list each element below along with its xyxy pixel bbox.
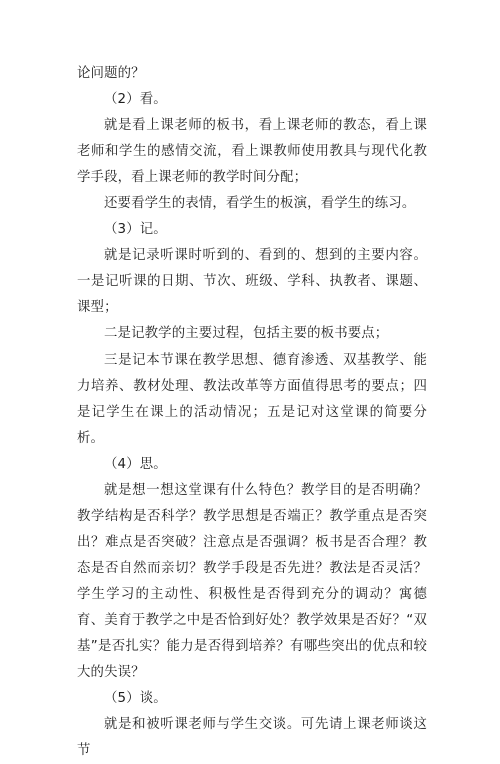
paragraph-record-second: 二是记教学的主要过程，包括主要的板书要点； [104, 326, 389, 342]
paragraph-look-teacher: 就是看上课老师的板书，看上课老师的教态，看上课老师和学生的感情交流，看上课教师使用教具与现代化教学手段，看上课老师的教学时间分配； [77, 118, 427, 186]
paragraph-look-students: 还要看学生的表情，看学生的板演，看学生的练习。 [104, 196, 416, 212]
section-heading-think: （4）思。 [104, 456, 167, 472]
paragraph-continuation: 论问题的？ [77, 66, 145, 81]
paragraph-record-third: 三是记本节课在教学思想、德育渗透、双基教学、能力培养、教材处理、教法改革等方面值得思考的要点；四是记学生在课上的活动情况；五是记对这堂课的简要分析。 [77, 352, 427, 446]
section-heading-look: （2）看。 [104, 92, 167, 108]
document-body [77, 61, 427, 764]
section-heading-talk: （5）谈。 [104, 691, 167, 707]
paragraph-think: 就是想一想这堂课有什么特色？教学目的是否明确？教学结构是否科学？教学思想是否端正？教学重点是否突出？难点是否突破？注意点是否强调？板书是否合理？教态是否自然而亲切？教学手段是否先进？教法是否灵活？学生学习的主动性、积极性是否得到充分的调动？寓德育、美育于教学之中是否恰到好处？教学效果是否好？“双基”是否扎实？能力是否得到培养？有哪些突出的优点和较大的失误？ [77, 482, 427, 681]
paragraph-record-first: 就是记录听课时听到的、看到的、想到的主要内容。一是记听课的日期、节次、班级、学科、执教者、课题、课型； [77, 248, 427, 316]
paragraph-talk: 就是和被听课老师与学生交谈。可先请上课老师谈这节 [77, 717, 427, 759]
section-heading-record: （3）记。 [104, 222, 167, 238]
